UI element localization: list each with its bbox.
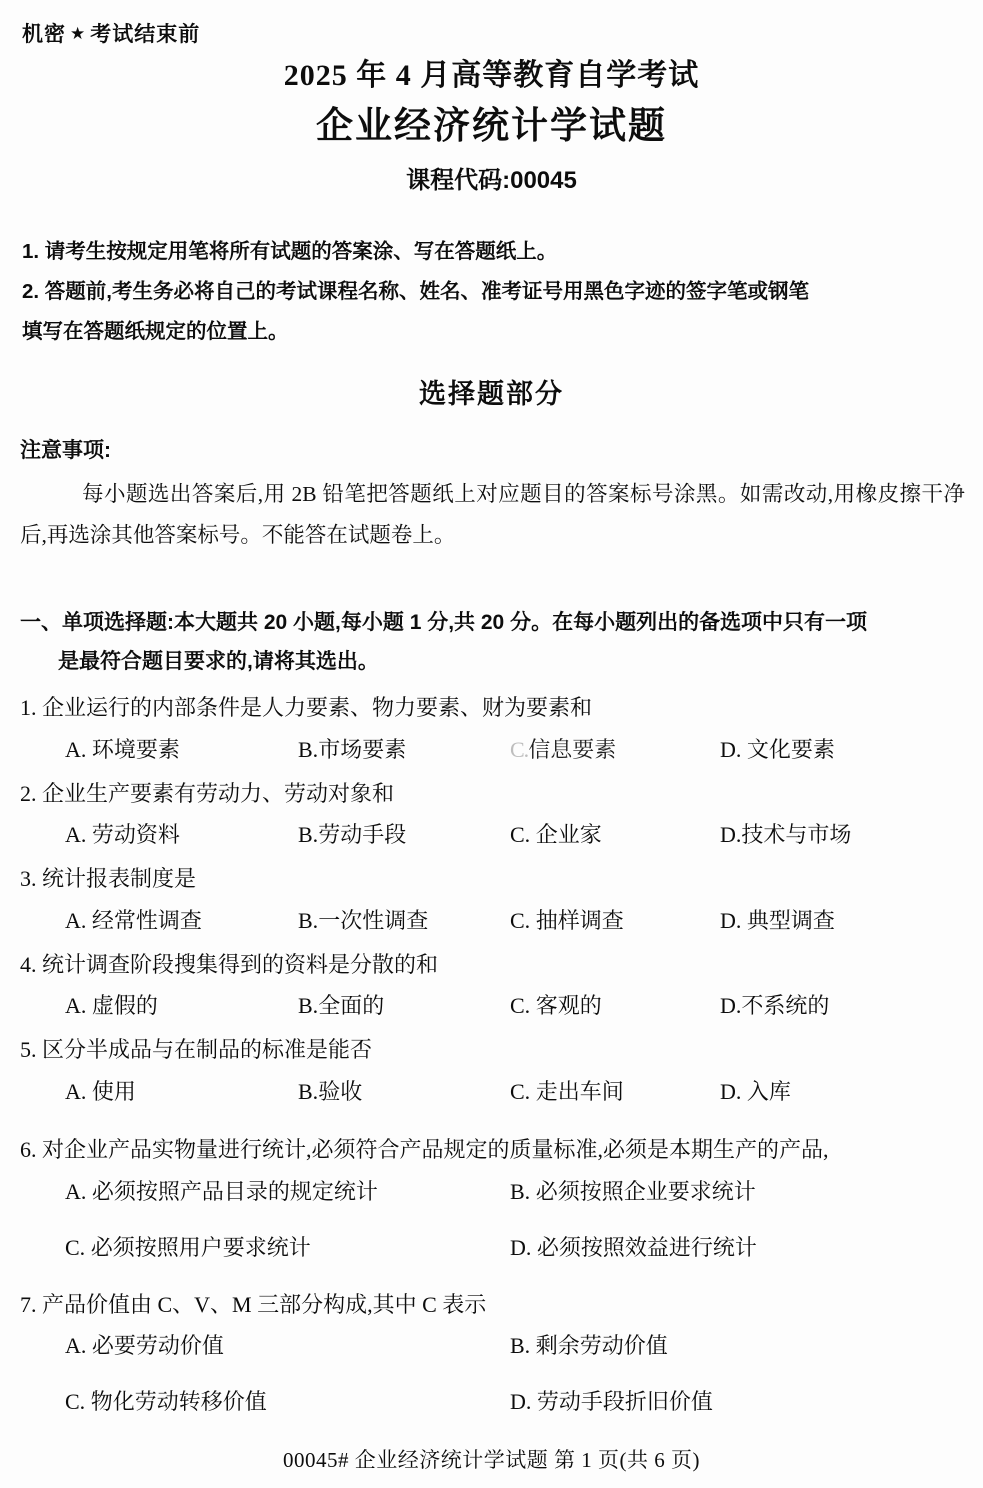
option-c[interactable] (510, 818, 602, 849)
option-label: B. (298, 993, 319, 1019)
question-text: 企业生产要素有劳动力、劳动对象和 (42, 780, 395, 806)
option-label: B. (510, 1333, 531, 1359)
question-item (20, 1136, 970, 1277)
option-text: 文化要素 (746, 736, 835, 762)
question-options (20, 1075, 970, 1122)
question-number: 5. (20, 1037, 37, 1063)
option-label: A. (65, 1333, 87, 1359)
option-text: 不系统的 (741, 993, 830, 1019)
spacer (20, 1277, 970, 1291)
option-b[interactable] (298, 733, 406, 764)
question-text: 统计报表制度是 (42, 866, 197, 892)
star-icon: ★ (70, 24, 87, 43)
notes-body: 每小题选出答案后,用 2B 铅笔把答题纸上对应题目的答案标号涂黑。如需改动,用橡皮擦干净后,再选涂其他答案标号。不能答在试题卷上。 (20, 482, 965, 548)
option-d[interactable] (720, 1075, 791, 1106)
option-text: 客观的 (535, 993, 602, 1019)
question-options (20, 1175, 970, 1277)
option-text: 剩余劳动价值 (535, 1333, 668, 1359)
option-label: A. (65, 1078, 87, 1104)
option-label: A. (65, 993, 87, 1019)
instruction-item-2-continued: 填写在答题纸规定的位置上。 (22, 319, 289, 343)
option-c[interactable] (65, 1385, 267, 1416)
question-text: 对企业产品实物量进行统计,必须符合产品规定的质量标准,必须是本期生产的产品, (42, 1136, 829, 1162)
option-a[interactable] (65, 989, 158, 1020)
option-text: 劳动资料 (91, 822, 180, 848)
instruction-item-2: 2. 答题前,考生务必将自己的考试课程名称、姓名、准考证号用黑色字迹的签字笔或钢笔 (22, 279, 809, 303)
option-text: 信息要素 (528, 736, 617, 762)
exam-instructions (22, 232, 962, 352)
option-text: 物化劳动转移价值 (90, 1389, 267, 1415)
option-text: 一次性调查 (318, 907, 429, 933)
page-title: 企业经济统计学试题 (316, 104, 667, 146)
option-label: B. (298, 822, 319, 848)
question-text: 区分半成品与在制品的标准是能否 (42, 1037, 373, 1063)
option-text: 劳动手段 (318, 822, 407, 848)
option-label: C. (510, 736, 529, 762)
question-stem (20, 694, 970, 723)
option-text: 经常性调查 (91, 907, 202, 933)
option-label: C. (510, 1078, 531, 1104)
question-text: 产品价值由 C、V、M 三部分构成,其中 C 表示 (42, 1291, 487, 1317)
option-label: B. (298, 907, 319, 933)
option-label: C. (65, 1234, 86, 1260)
page-footer: 00045# 企业经济统计学试题 第 1 页(共 6 页) (283, 1448, 700, 1472)
part-one-heading-text: 一、单项选择题:本大题共 20 小题,每小题 1 分,共 20 分。在每小题列出的备选项中只有一项 (20, 611, 868, 634)
question-stem (20, 1036, 970, 1065)
option-d[interactable] (720, 818, 851, 849)
option-b[interactable] (298, 1075, 362, 1106)
question-list (20, 694, 970, 1431)
question-number: 6. (20, 1136, 37, 1162)
option-c[interactable] (510, 733, 616, 764)
option-label: A. (65, 822, 87, 848)
notes-block (20, 434, 965, 557)
option-b[interactable] (298, 904, 428, 935)
option-label: C. (65, 1389, 86, 1415)
option-c[interactable] (65, 1231, 311, 1262)
option-text: 市场要素 (318, 736, 407, 762)
section-heading-multiple-choice: 选择题部分 (419, 379, 564, 409)
exam-session-title: 2025 年 4 月高等教育自学考试 (283, 59, 700, 92)
option-label: B. (298, 1078, 319, 1104)
option-a[interactable] (65, 904, 202, 935)
part-one-heading-continued: 是最符合题目要求的,请将其选出。 (58, 649, 379, 673)
option-text: 验收 (318, 1078, 363, 1104)
option-label: C. (510, 822, 531, 848)
option-text: 环境要素 (91, 736, 180, 762)
option-text: 走出车间 (535, 1078, 624, 1104)
option-label: B. (510, 1178, 531, 1204)
option-b[interactable] (510, 1175, 756, 1206)
option-a[interactable] (65, 1175, 378, 1206)
question-item (20, 865, 970, 951)
question-stem (20, 1136, 970, 1165)
option-text: 企业家 (535, 822, 602, 848)
option-label: A. (65, 907, 87, 933)
question-item (20, 951, 970, 1037)
option-a[interactable] (65, 733, 180, 764)
question-item (20, 694, 970, 780)
before-exam-end-label: 考试结束前 (90, 23, 201, 46)
option-label: C. (510, 907, 531, 933)
option-text: 必须按照效益进行统计 (536, 1234, 757, 1260)
option-text: 入库 (746, 1078, 791, 1104)
option-d[interactable] (510, 1231, 757, 1262)
option-row (20, 1231, 970, 1277)
question-text: 统计调查阶段搜集得到的资料是分散的和 (42, 951, 439, 977)
question-options (20, 818, 970, 865)
option-text: 典型调查 (746, 907, 835, 933)
option-text: 技术与市场 (741, 822, 852, 848)
question-text: 企业运行的内部条件是人力要素、物力要素、财为要素和 (42, 695, 593, 720)
title-block (0, 56, 983, 195)
option-c[interactable] (510, 1075, 624, 1106)
option-d[interactable] (720, 904, 835, 935)
option-label: D. (720, 907, 742, 933)
question-stem (20, 780, 970, 809)
question-item (20, 1291, 970, 1432)
question-item (20, 780, 970, 866)
option-row (20, 1175, 970, 1221)
option-label: A. (65, 1178, 87, 1204)
option-text: 必须按照用户要求统计 (90, 1234, 311, 1260)
option-label: D. (720, 736, 742, 762)
question-stem (20, 865, 970, 894)
option-d[interactable] (720, 733, 835, 764)
option-c[interactable] (510, 904, 624, 935)
question-number: 2. (20, 780, 37, 806)
option-text: 全面的 (318, 993, 385, 1019)
option-text: 劳动手段折旧价值 (536, 1389, 713, 1415)
question-options (20, 904, 970, 951)
option-a[interactable] (65, 818, 180, 849)
option-label: D. (720, 822, 742, 848)
option-label: A. (65, 736, 87, 762)
option-b[interactable] (298, 989, 384, 1020)
option-row (20, 1329, 970, 1375)
option-text: 必须按照产品目录的规定统计 (91, 1178, 378, 1204)
option-label: D. (720, 1078, 742, 1104)
option-b[interactable] (510, 1329, 668, 1360)
question-number: 3. (20, 866, 37, 892)
option-text: 使用 (91, 1078, 136, 1104)
option-label: D. (510, 1234, 532, 1260)
question-options (20, 733, 970, 780)
option-a[interactable] (65, 1075, 136, 1106)
option-text: 必要劳动价值 (91, 1333, 224, 1359)
course-code: 课程代码:00045 (406, 167, 577, 195)
question-item (20, 1036, 970, 1122)
option-d[interactable] (720, 989, 829, 1020)
option-text: 必须按照企业要求统计 (535, 1178, 756, 1204)
question-number: 7. (20, 1291, 37, 1317)
option-label: D. (510, 1389, 532, 1415)
question-stem (20, 951, 970, 980)
notes-label: 注意事项: (20, 439, 111, 462)
option-d[interactable] (510, 1385, 713, 1416)
confidentiality-notice (22, 18, 200, 48)
question-stem (20, 1291, 970, 1320)
option-text: 抽样调查 (535, 907, 624, 933)
question-options (20, 1329, 970, 1431)
option-text: 虚假的 (91, 993, 158, 1019)
option-b[interactable] (298, 818, 406, 849)
option-label: B. (298, 736, 319, 762)
instruction-item-1: 1. 请考生按规定用笔将所有试题的答案涂、写在答题纸上。 (22, 240, 558, 263)
part-one-heading (20, 604, 970, 682)
option-a[interactable] (65, 1329, 224, 1360)
spacer (20, 1122, 970, 1136)
question-options (20, 989, 970, 1036)
question-number: 4. (20, 951, 37, 977)
confidential-label: 机密 (22, 23, 66, 46)
option-label: D. (720, 993, 742, 1019)
option-row (20, 1385, 970, 1431)
option-label: C. (510, 993, 531, 1019)
question-number: 1. (20, 695, 37, 720)
option-c[interactable] (510, 989, 602, 1020)
